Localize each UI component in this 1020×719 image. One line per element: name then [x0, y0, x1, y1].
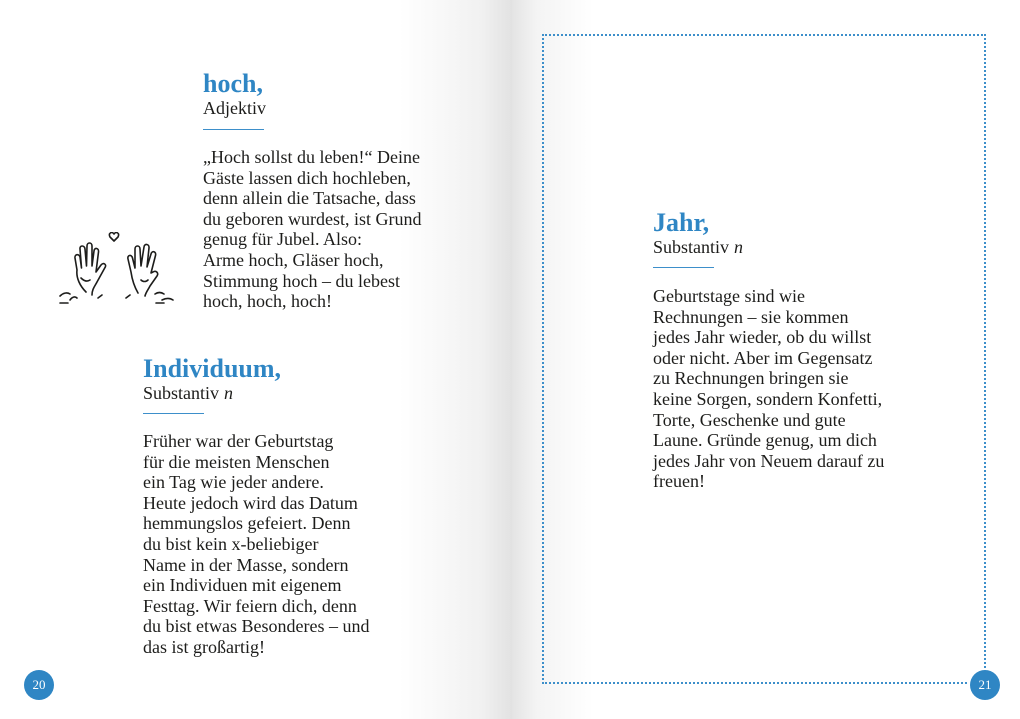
headword-individuum: Individuum, [143, 354, 282, 383]
part-of-speech-jahr [653, 236, 743, 258]
headword-underline [653, 267, 714, 268]
page-number: 21 [970, 670, 1000, 700]
part-of-speech-individuum [143, 382, 233, 404]
page-number: 20 [24, 670, 54, 700]
grammatical-gender: n [734, 237, 744, 257]
headword-hoch: hoch, [203, 69, 263, 98]
headword-underline [203, 129, 264, 130]
entry-text-jahr: Geburtstage sind wie Rechnungen – sie kommen jedes Jahr wieder, ob du willst oder nicht. Aber im Gegensatz zu Rechnungen bringen sie keine Sorgen, sondern Konfetti, Torte, Geschenke und gute Laune. Gründe genug, um dich jedes Jahr von Neuem darauf zu freuen! [653, 286, 885, 492]
part-of-speech-hoch [203, 97, 266, 119]
headword-jahr: Jahr, [653, 208, 710, 237]
entry-text-hoch: „Hoch sollst du leben!“ Deine Gäste lassen dich hochleben, denn allein die Tatsache, dass du geboren wurdest, ist Grund genug für Jubel. Also: Arme hoch, Gläser hoch, Stimmung hoch – du lebest hoch, hoch, hoch! [203, 147, 422, 312]
entry-text-individuum: Früher war der Geburtstag für die meisten Menschen ein Tag wie jeder andere. Heute jedoch wird das Datum hemmungslos gefeiert. Denn du bist kein x-beliebiger Name in der Masse, sondern ein Individuen mit eigenem Festtag. Wir feiern dich, denn du bist etwas Besonderes – und das ist großartig! [143, 431, 370, 657]
headword-underline [143, 413, 204, 414]
raised-hands-heart-icon [56, 232, 178, 312]
part-of-speech-label: Substantiv [143, 383, 220, 403]
part-of-speech-label: Adjektiv [203, 98, 266, 118]
grammatical-gender: n [224, 383, 234, 403]
part-of-speech-label: Substantiv [653, 237, 730, 257]
